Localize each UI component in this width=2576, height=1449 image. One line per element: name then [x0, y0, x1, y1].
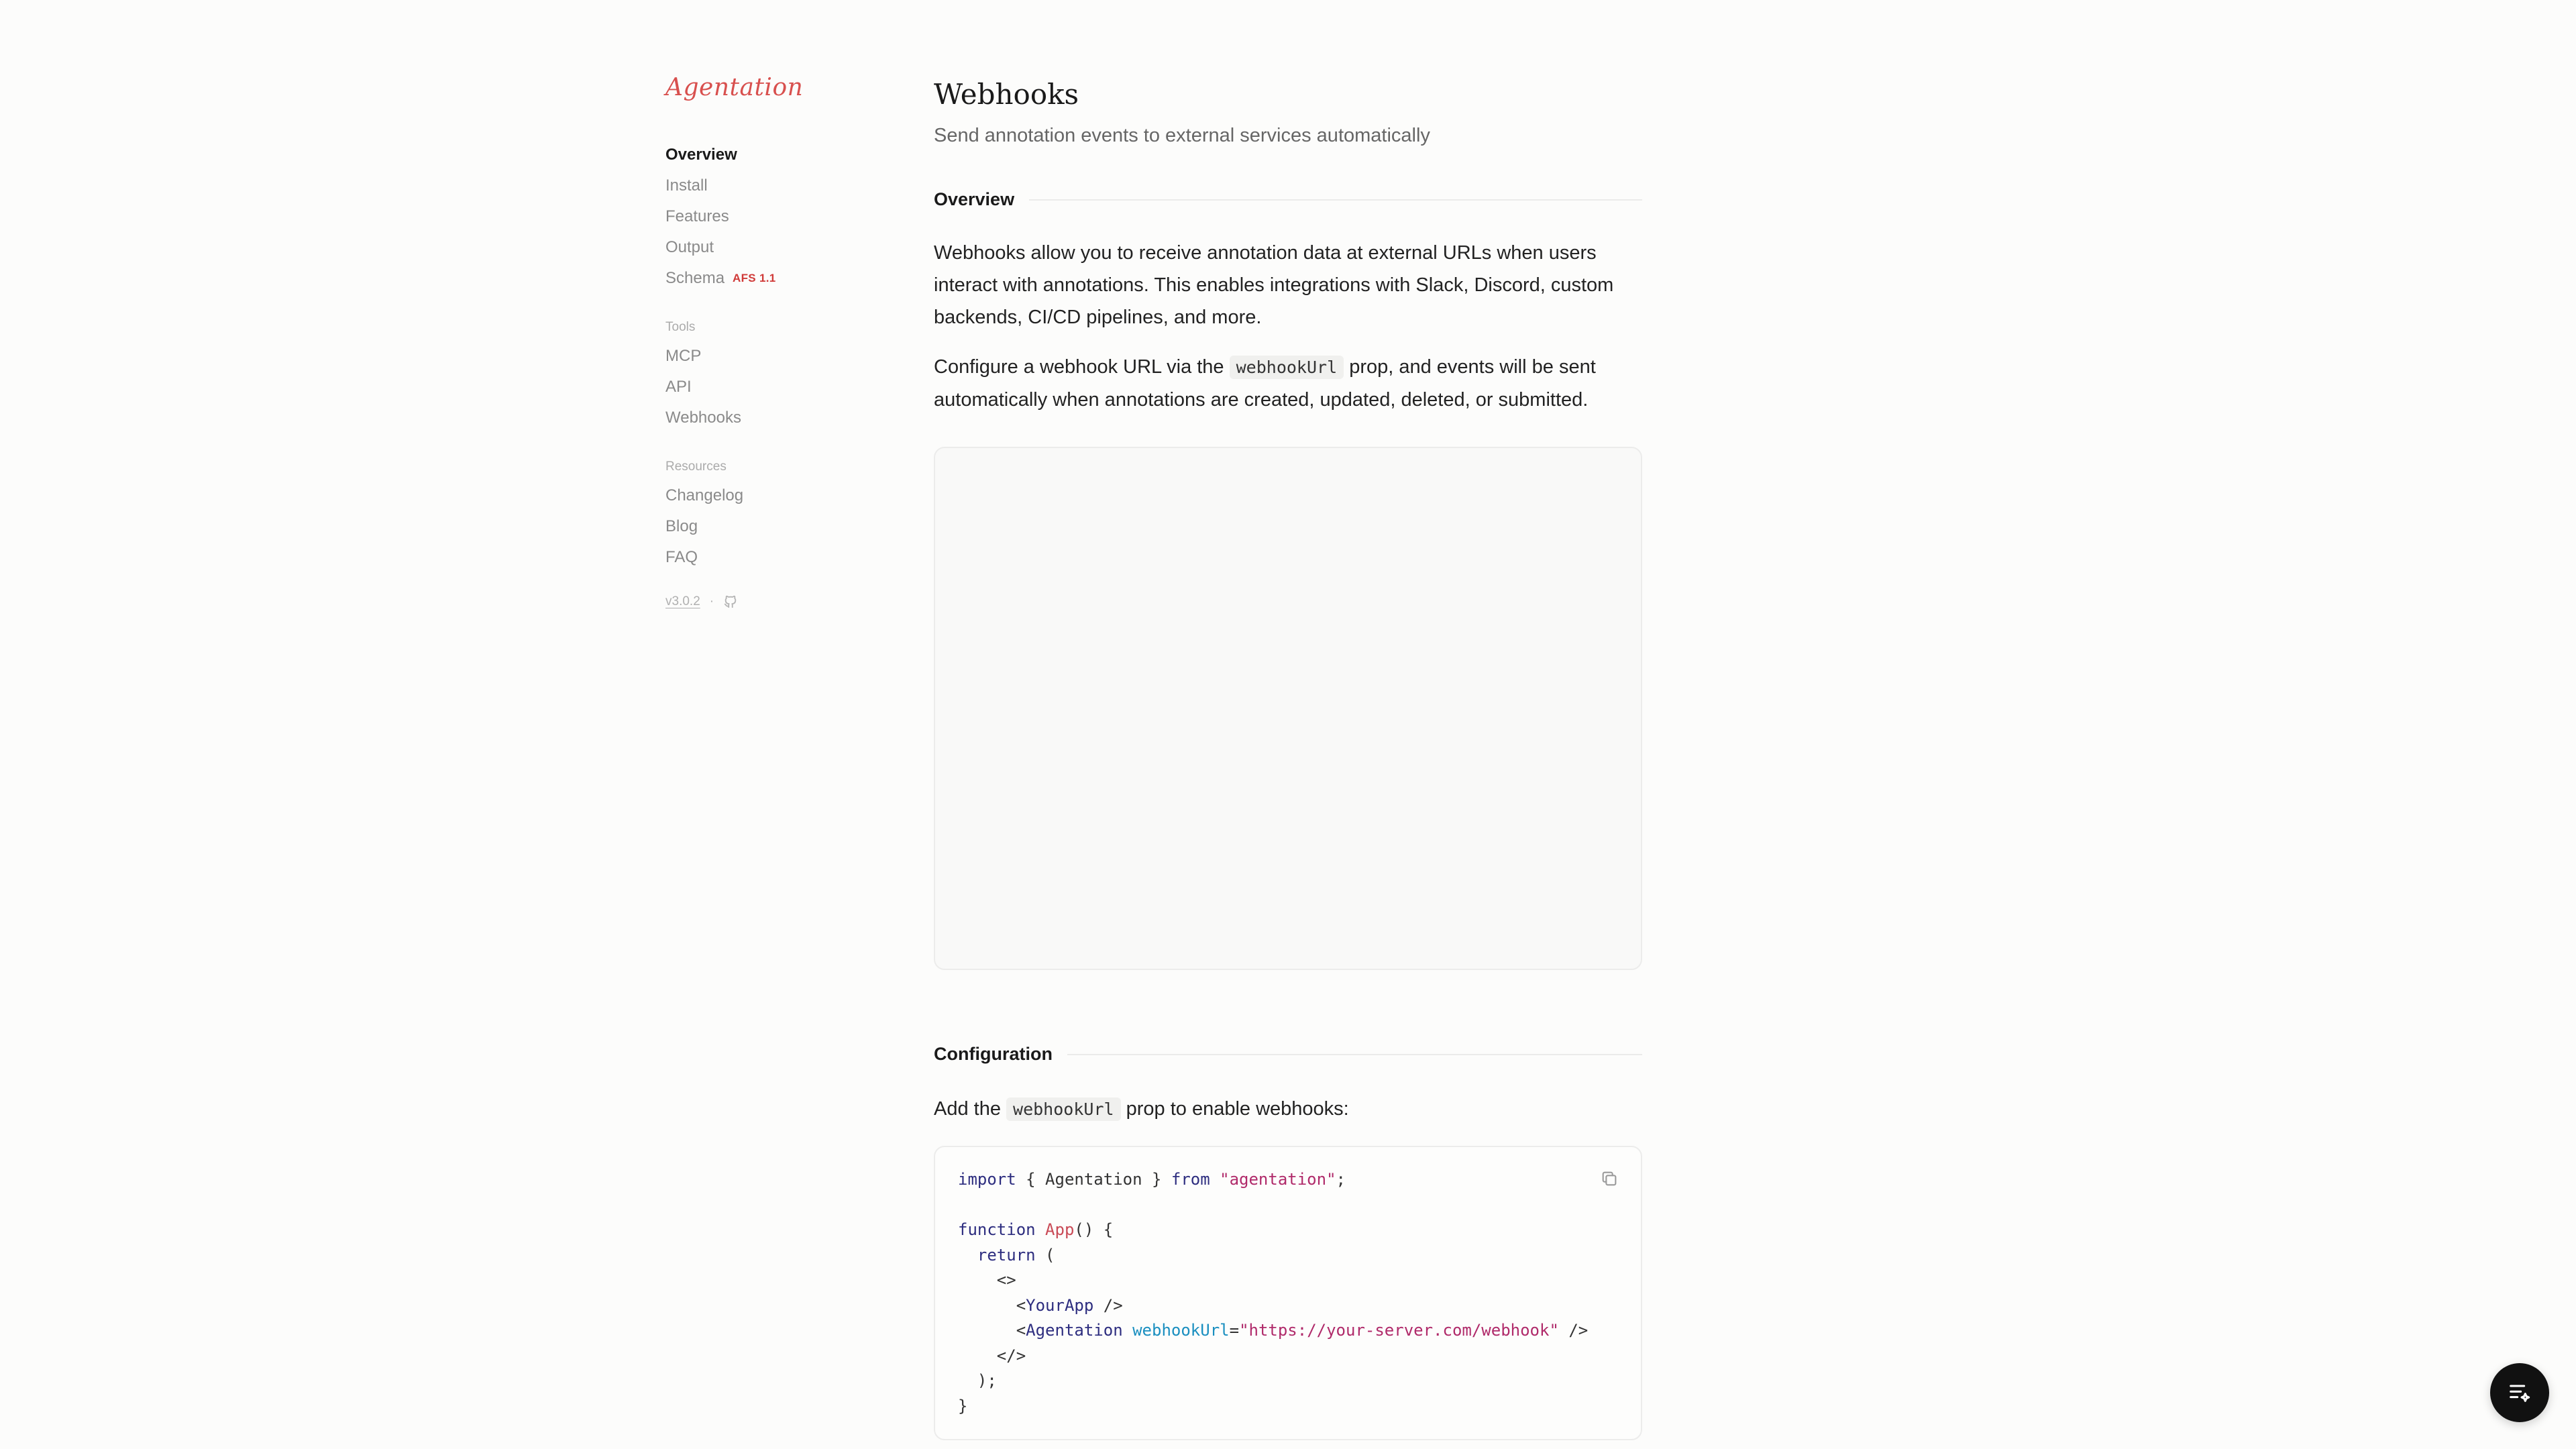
sidebar-item-label: Webhooks — [665, 409, 741, 427]
sidebar-item-output[interactable] — [665, 232, 867, 263]
version-link[interactable]: v3.0.2 — [665, 594, 700, 608]
sidebar-item-label: Overview — [665, 146, 737, 164]
sidebar-section-resources: Resources — [665, 460, 727, 474]
overview-paragraph-1: Webhooks allow you to receive annotation data at external URLs when users interact with annotations. This enables integrations with Slack, Discord, custom backends, CI/CD pipelines, and more. — [934, 242, 1614, 328]
sidebar-item-label: Blog — [665, 517, 698, 535]
page-subtitle: Send annotation events to external services automatically — [934, 125, 1430, 146]
page-title: Webhooks — [934, 78, 1079, 111]
section-divider — [1029, 199, 1642, 201]
sidebar-item-api[interactable] — [665, 372, 867, 402]
code-line — [958, 1268, 1618, 1293]
code-token: () { — [1074, 1220, 1114, 1239]
code-token: </> — [958, 1346, 1026, 1365]
code-token: ( — [1035, 1245, 1055, 1265]
brand-logo[interactable]: Agentation — [665, 74, 804, 101]
annotation-toolbar-button[interactable] — [2490, 1363, 2549, 1422]
code-token: < — [958, 1295, 1026, 1315]
code-token: webhookUrl — [1122, 1321, 1230, 1340]
sidebar-item-label: Changelog — [665, 486, 744, 504]
sidebar-item-overview[interactable] — [665, 140, 867, 170]
version-row — [665, 594, 867, 609]
code-token: } — [958, 1396, 968, 1415]
sidebar-item-webhooks[interactable] — [665, 402, 867, 433]
sidebar-item-features[interactable] — [665, 201, 867, 232]
schema-version-badge: AFS 1.1 — [733, 272, 776, 284]
sidebar-item-label: Install — [665, 176, 708, 195]
section-divider — [1067, 1054, 1642, 1055]
code-token: "https://your-server.com/webhook" — [1239, 1321, 1559, 1340]
code-token: ); — [958, 1371, 997, 1390]
code-line — [958, 1243, 1618, 1269]
code-token: Agentation — [1026, 1321, 1123, 1340]
code-line-blank — [958, 1193, 1618, 1218]
text-segment: prop to enable webhooks: — [1120, 1098, 1349, 1120]
code-token: import — [958, 1170, 1016, 1189]
code-token: function — [958, 1220, 1036, 1239]
configuration-text — [934, 1093, 1642, 1126]
code-token: /> — [1093, 1295, 1123, 1315]
code-token: from — [1171, 1170, 1210, 1189]
code-line — [958, 1167, 1618, 1193]
text-segment: Configure a webhook URL via the — [934, 356, 1230, 378]
code-line — [958, 1218, 1618, 1243]
code-token: /> — [1558, 1321, 1589, 1340]
inline-code-webhookurl: webhookUrl — [1006, 1097, 1121, 1121]
sidebar-item-install[interactable] — [665, 170, 867, 201]
code-token: { Agentation } — [1016, 1170, 1171, 1189]
sidebar-item-blog[interactable] — [665, 511, 867, 542]
text-segment: Add the — [934, 1098, 1007, 1120]
code-token: YourApp — [1026, 1295, 1094, 1315]
code-token: "agentation" — [1210, 1170, 1336, 1189]
sidebar-item-label: Features — [665, 207, 729, 225]
code-token: return — [958, 1245, 1036, 1265]
github-icon[interactable] — [723, 594, 738, 609]
code-token: App — [1035, 1220, 1075, 1239]
overview-paragraph-2 — [934, 351, 1642, 416]
code-token: = — [1229, 1321, 1240, 1340]
code-token: < — [958, 1321, 1026, 1340]
copy-icon — [1600, 1169, 1619, 1188]
sidebar — [665, 74, 867, 609]
sidebar-item-schema[interactable] — [665, 263, 867, 294]
sidebar-item-faq[interactable] — [665, 542, 867, 573]
sidebar-item-label: Schema — [665, 269, 725, 287]
configuration-section-heading — [934, 1044, 1642, 1065]
code-line — [958, 1368, 1618, 1394]
code-line — [958, 1344, 1618, 1369]
section-heading-label: Configuration — [934, 1044, 1053, 1064]
sidebar-item-label: API — [665, 378, 692, 396]
sidebar-item-label: FAQ — [665, 548, 698, 566]
code-line — [958, 1394, 1618, 1419]
copy-code-button[interactable] — [1598, 1167, 1621, 1190]
sidebar-item-changelog[interactable] — [665, 480, 867, 511]
inline-code-webhookurl: webhookUrl — [1230, 356, 1344, 379]
text-segment: prop, and events will be sent automatically when annotations are created, updated, deleted, or submitted. — [934, 356, 1596, 411]
code-line — [958, 1318, 1618, 1344]
code-token: <> — [958, 1271, 1016, 1289]
overview-section-heading — [934, 189, 1642, 210]
sidebar-item-label: Output — [665, 238, 714, 256]
version-separator: · — [709, 594, 714, 608]
section-heading-label: Overview — [934, 189, 1015, 209]
sidebar-section-tools: Tools — [665, 320, 696, 334]
main-content — [934, 74, 1642, 1440]
sidebar-item-mcp[interactable] — [665, 341, 867, 372]
webhook-demo-panel — [934, 447, 1642, 970]
sidebar-item-label: MCP — [665, 347, 702, 365]
code-line — [958, 1293, 1618, 1319]
annotation-toolbar-icon — [2506, 1379, 2533, 1406]
code-token: ; — [1336, 1170, 1346, 1189]
code-block[interactable] — [934, 1146, 1642, 1440]
